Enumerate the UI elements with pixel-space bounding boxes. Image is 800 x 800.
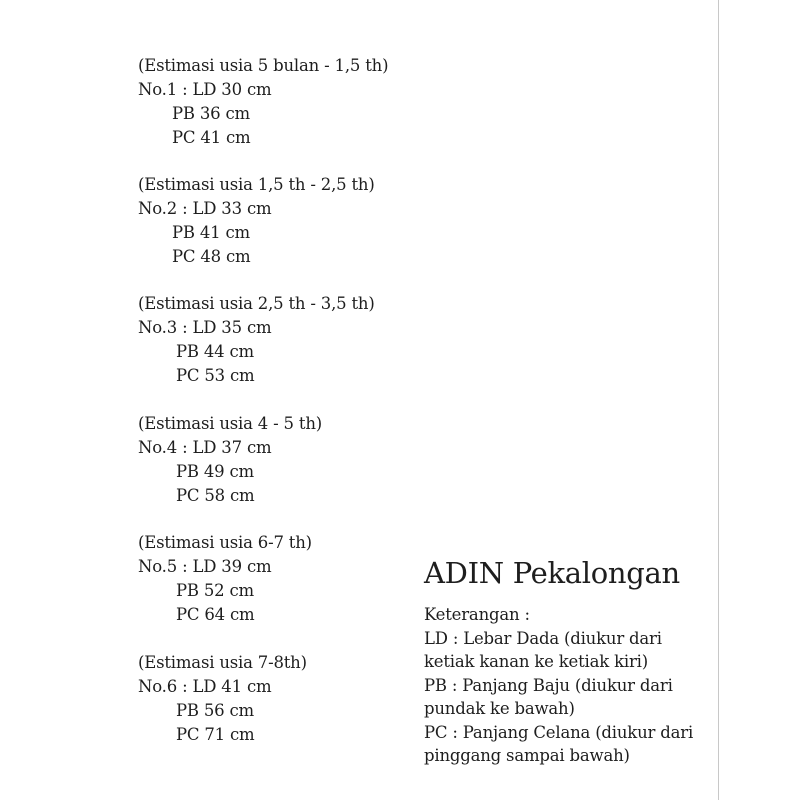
size-1-pb: PB 36 cm xyxy=(172,104,250,123)
size-4-number-ld: No.4 : LD 37 cm xyxy=(138,438,272,457)
page-edge-line xyxy=(718,0,719,800)
size-3-pb: PB 44 cm xyxy=(176,342,254,361)
size-1-number-ld: No.1 : LD 30 cm xyxy=(138,80,272,99)
size-block-3 xyxy=(138,292,438,388)
legend-line-4: pundak ke bawah) xyxy=(424,699,575,718)
brand-title: ADIN Pekalongan xyxy=(424,556,680,590)
size-5-pc: PC 64 cm xyxy=(176,605,255,624)
legend-line-1: LD : Lebar Dada (diukur dari xyxy=(424,628,662,648)
size-4-pb: PB 49 cm xyxy=(176,462,254,481)
size-4-pc: PC 58 cm xyxy=(176,486,255,505)
size-6-number-ld: No.6 : LD 41 cm xyxy=(138,677,272,696)
legend-heading: Keterangan : xyxy=(424,605,530,624)
size-3-age-estimate: (Estimasi usia 2,5 th - 3,5 th) xyxy=(138,294,375,313)
size-1-pc: PC 41 cm xyxy=(172,128,251,147)
size-block-5 xyxy=(138,531,438,627)
size-2-number-ld: No.2 : LD 33 cm xyxy=(138,199,272,218)
size-1-age-estimate: (Estimasi usia 5 bulan - 1,5 th) xyxy=(138,56,389,75)
size-2-pb: PB 41 cm xyxy=(172,223,250,242)
size-5-number-ld: No.5 : LD 39 cm xyxy=(138,557,272,576)
legend-line-2: ketiak kanan ke ketiak kiri) xyxy=(424,652,648,671)
size-2-age-estimate: (Estimasi usia 1,5 th - 2,5 th) xyxy=(138,175,375,194)
legend-block xyxy=(424,603,714,768)
legend-line-3: PB : Panjang Baju (diukur dari xyxy=(424,675,673,695)
size-4-age-estimate: (Estimasi usia 4 - 5 th) xyxy=(138,414,322,433)
size-2-pc: PC 48 cm xyxy=(172,247,251,266)
size-block-4 xyxy=(138,412,438,508)
size-6-age-estimate: (Estimasi usia 7-8th) xyxy=(138,653,307,672)
size-5-pb: PB 52 cm xyxy=(176,581,254,600)
size-block-2 xyxy=(138,173,438,269)
size-block-1 xyxy=(138,54,438,150)
size-3-pc: PC 53 cm xyxy=(176,366,255,385)
size-6-pc: PC 71 cm xyxy=(176,725,255,744)
legend-line-6: pinggang sampai bawah) xyxy=(424,746,630,765)
legend-line-5: PC : Panjang Celana (diukur dari xyxy=(424,722,694,742)
size-block-6 xyxy=(138,651,438,747)
size-5-age-estimate: (Estimasi usia 6-7 th) xyxy=(138,533,312,552)
size-6-pb: PB 56 cm xyxy=(176,701,254,720)
size-3-number-ld: No.3 : LD 35 cm xyxy=(138,318,272,337)
